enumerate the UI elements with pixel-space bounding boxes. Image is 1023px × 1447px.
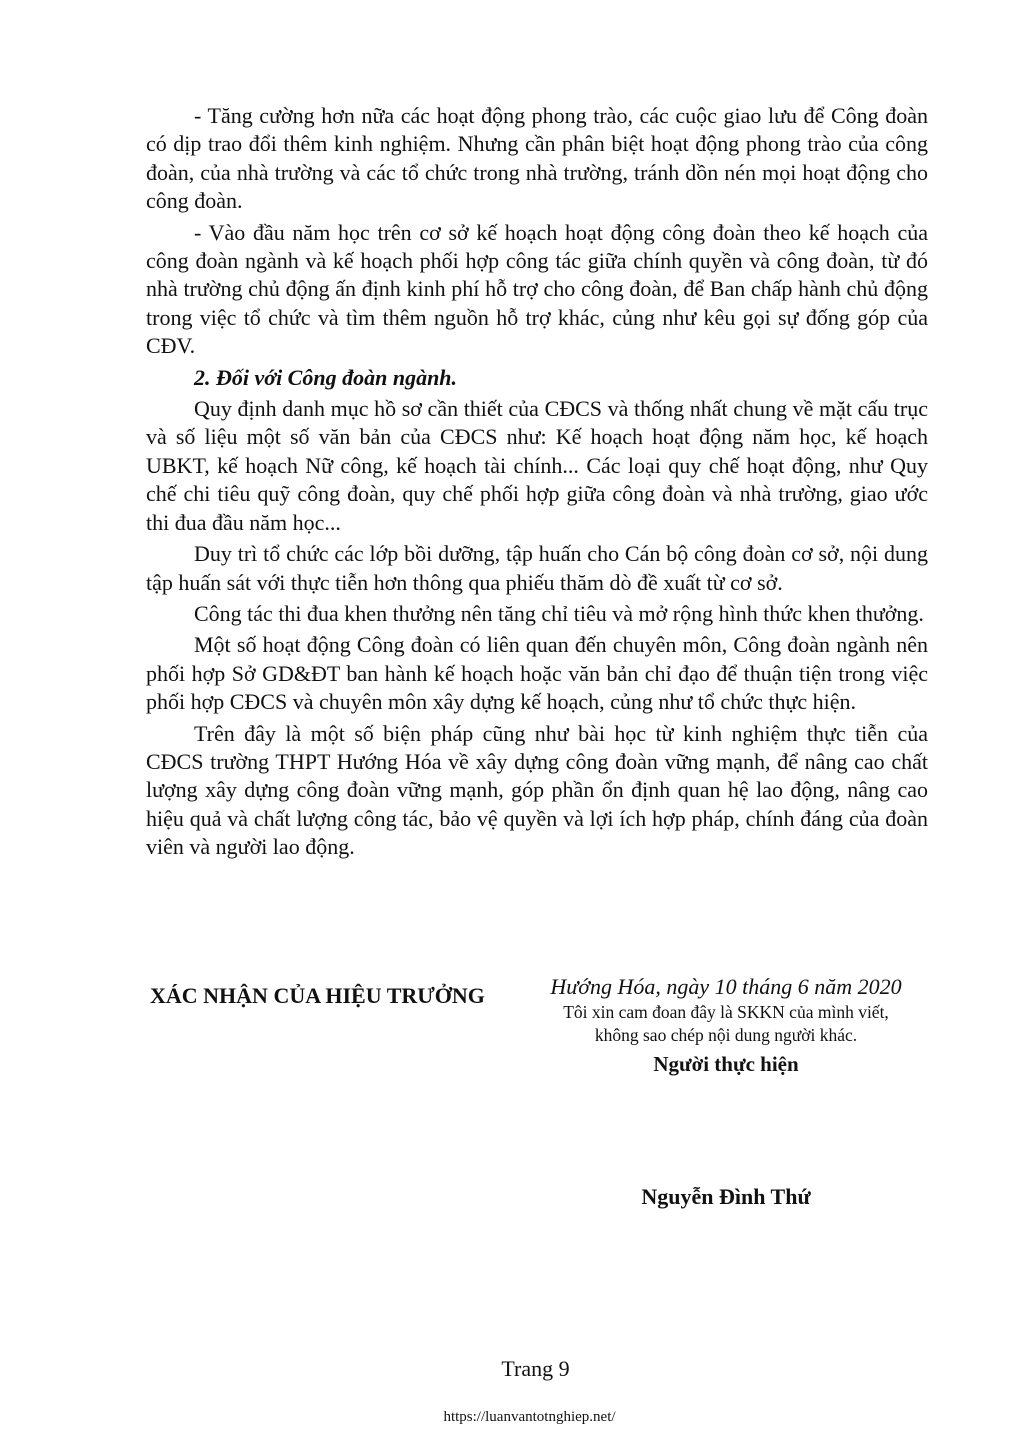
author-signature-block (520, 973, 932, 1079)
page-number: Trang 9 (501, 1356, 570, 1381)
paragraph-training-courses: Duy trì tổ chức các lớp bồi dưỡng, tập huấn cho Cán bộ công đoàn cơ sở, nội dung tập huấn sát với thực tiễn hơn thông qua phiếu thăm dò đề xuất từ cơ sở. (146, 541, 928, 595)
paragraph-conclusion: Trên đây là một số biện pháp cũng như bài học từ kinh nghiệm thực tiễn của CĐCS trường THPT Hướng Hóa về xây dựng công đoàn vững mạnh, để nâng cao chất lượng xây dựng công đoàn vững mạnh, góp phần ổn định quan hệ lao động, nâng cao hiệu quả và chất lượng công tác, bảo vệ quyền và lợi ích hợp pháp, chính đáng của đoàn viên và người lao động. (146, 720, 928, 860)
author-name: Nguyễn Đình Thứ (641, 1184, 811, 1209)
paragraph-budget-support: - Vào đầu năm học trên cơ sở kế hoạch hoạt động công đoàn theo kế hoạch của công đoàn ngành và kế hoạch phối hợp công tác giữa chính quyền và công đoàn, từ đó nhà trường chủ động ấn định kinh phí hỗ trợ cho công đoàn, để Ban chấp hành chủ động trong việc tổ chức và tìm thêm nguồn hỗ trợ khác, củng như kêu gọi sự đống góp của CĐV. (146, 219, 928, 359)
section-heading-industry-union: 2. Đối với Công đoàn ngành. (194, 364, 458, 390)
principal-confirmation-title: XÁC NHẬN CỦA HIỆU TRƯỞNG (150, 983, 485, 1008)
paragraph-records-regulation: Quy định danh mục hồ sơ cần thiết của CĐCS và thống nhất chung về mặt cấu trục và số liệu một số văn bản của CĐCS như: Kế hoạch hoạt động năm học, kế hoạch UBKT, kế hoạch Nữ công, kế hoạch tài chính... Các loại quy chế hoạt động, như Quy chế chi tiêu quỹ công đoàn, quy chế phối hợp giữa công đoàn và nhà trường, giao ước thi đua đầu năm học... (146, 396, 928, 535)
author-role: Người thực hiện (653, 1052, 799, 1076)
paragraph-exchange-activities: - Tăng cường hơn nữa các hoạt động phong trào, các cuộc giao lưu để Công đoàn có dịp trao đổi thêm kinh nghiệm. Nhưng cần phân biệt hoạt động phong trào của công đoàn, của nhà trường và các tổ chức trong nhà trường, tránh dồn nén mọi hoạt động cho công đoàn. (146, 103, 928, 214)
commitment-line-2: không sao chép nội dung người khác. (594, 1025, 858, 1045)
paragraph-emulation-rewards: Công tác thi đua khen thưởng nên tăng chỉ tiêu và mở rộng hình thức khen thưởng. (194, 600, 924, 626)
commitment-line-1: Tôi xin cam đoan đây là SKKN của mình viết, (563, 1002, 889, 1022)
document-body (146, 102, 928, 865)
date-line: Hướng Hóa, ngày 10 tháng 6 năm 2020 (550, 974, 902, 999)
paragraph-professional-coordination: Một số hoạt động Công đoàn có liên quan đến chuyên môn, Công đoàn ngành nên phối hợp Sở GD&ĐT ban hành kế hoạch hoặc văn bản chỉ đạo để thuận tiện trong việc phối hợp CĐCS và chuyên môn xây dựng kế hoạch, củng như tổ chức thực hiện. (146, 632, 928, 715)
source-url: https://luanvantotnghiep.net/ (443, 1409, 616, 1425)
